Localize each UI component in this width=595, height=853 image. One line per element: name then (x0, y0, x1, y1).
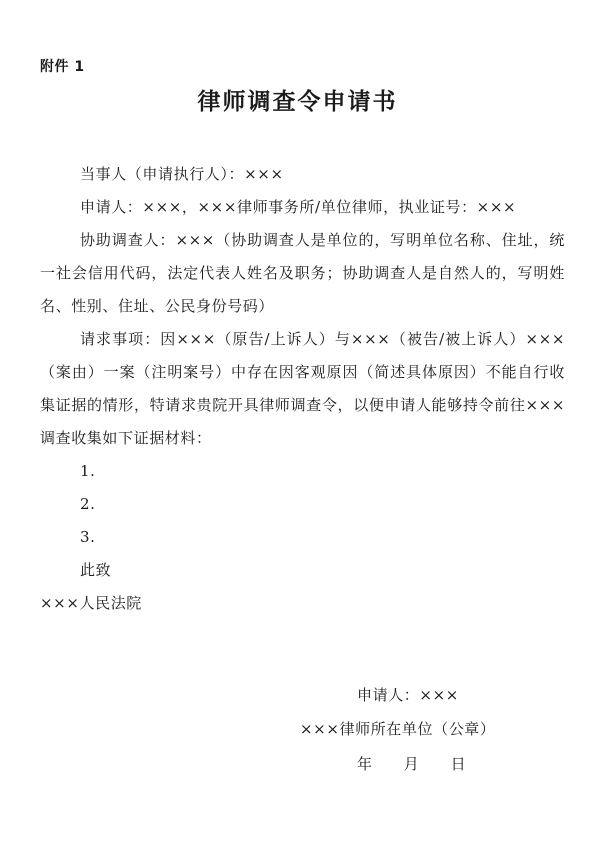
applicant-paragraph: 申请人：×××，×××律师事务所/单位律师，执业证号：××× (80, 198, 517, 216)
party-paragraph: 当事人（申请执行人）：××× (80, 165, 284, 183)
signature-unit-seal: ×××律师所在单位（公章） (300, 720, 496, 738)
signature-applicant: 申请人：××× (357, 686, 459, 704)
document-title: 律师调查令申请书 (197, 89, 398, 115)
attachment-label: 附件 1 (40, 59, 85, 75)
closing-salutation: 此致 (80, 561, 112, 579)
court-name: ×××人民法院 (40, 594, 142, 612)
evidence-item-1: 1. (80, 462, 96, 480)
request-paragraph: 请求事项：因×××（原告/上诉人）与×××（被告/被上诉人）×××（案由）一案（注明案号）中存在因客观原因（简述具体原因）不能自行收集证据的情形，特请求贵院开具律师调查令，以便申请人能够持令前往×××调查收集如下证据材料： (40, 330, 565, 447)
evidence-item-3: 3. (80, 528, 96, 546)
document-body (40, 158, 565, 620)
signature-date: 年 月 日 (357, 755, 467, 773)
evidence-item-2: 2. (80, 495, 96, 513)
assistant-paragraph: 协助调查人：×××（协助调查人是单位的，写明单位名称、住址，统一社会信用代码，法定代表人姓名及职务；协助调查人是自然人的，写明姓名、性别、住址、公民身份号码） (40, 231, 565, 315)
